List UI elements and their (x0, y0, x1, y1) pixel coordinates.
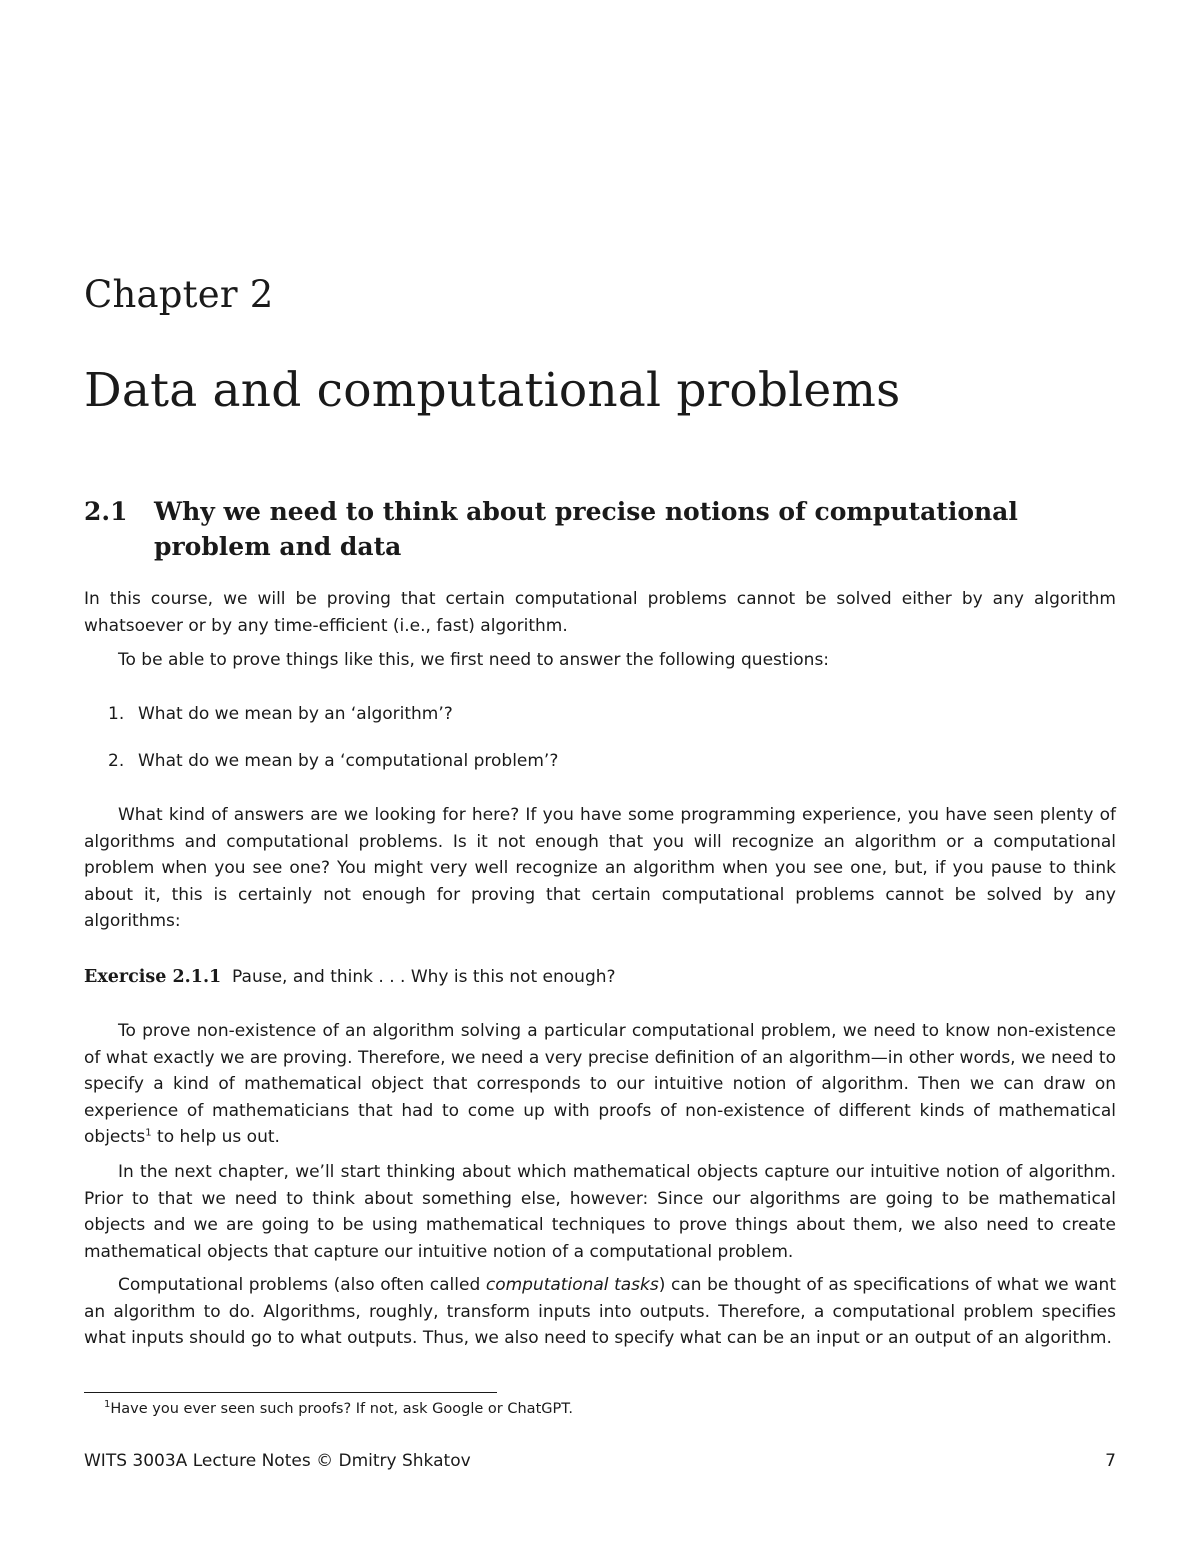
list-item (108, 701, 453, 727)
section-number: 2.1 (84, 497, 128, 526)
list-number: 2. (108, 751, 125, 771)
footer-credit: WITS 3003A Lecture Notes © Dmitry Shkatov (84, 1451, 471, 1471)
paragraph-computational-problems (84, 1272, 1116, 1352)
footnote-text: Have you ever seen such proofs? If not, ask Google or ChatGPT. (110, 1401, 573, 1417)
list-number: 1. (108, 704, 125, 724)
paragraph-4-tail: to help us out. (151, 1127, 280, 1148)
chapter-title: Data and computational problems (84, 363, 901, 418)
paragraph-1: In this course, we will be proving that certain computational problems cannot be solved either by any algorithm whatsoever or by any time-efficient (i.e., fast) algorithm. (84, 589, 1116, 636)
paragraph-intro (84, 586, 1116, 639)
list-text: What do we mean by a ‘computational problem’? (138, 751, 559, 771)
emphasis-term: computational tasks (485, 1275, 659, 1295)
section-title: Why we need to think about precise notions of computational problem and data (154, 497, 1018, 561)
paragraph-answers (84, 802, 1116, 935)
paragraph-6-rest: ) can be thought of as specifications of what we want an algorithm to do. Algorithms, roughly, transform inputs into outputs. Therefore, a computational problem specifies what inputs should go to what outputs. Thus, we also need to specify what can be an input or an output of an algorithm. (84, 1275, 1116, 1349)
list-text: What do we mean by an ‘algorithm’? (138, 704, 453, 724)
paragraph-4 (84, 1018, 1116, 1151)
list-item (108, 748, 558, 774)
paragraph-6 (84, 1272, 1116, 1352)
section-heading (84, 494, 1124, 564)
exercise (84, 964, 616, 990)
paragraph-5: In the next chapter, we’ll start thinking about which mathematical objects capture our intuitive notion of algorithm. Prior to that we need to think about something else, however: Since our algorithms are going to be mathematical objects and we are going to be using mathematical techniques to prove things about them, we also need to create mathematical objects that capture our intuitive notion of a computational problem. (84, 1162, 1116, 1262)
chapter-label: Chapter 2 (84, 273, 274, 316)
footnote-divider (84, 1392, 497, 1393)
paragraph-nonexistence (84, 1018, 1116, 1151)
paragraph-3: What kind of answers are we looking for here? If you have some programming experience, you have seen plenty of algorithms and computational problems. Is it not enough that you will recognize an algorithm or a computational problem when you see one? You might very well recognize an algorithm when you see one, but, if you pause to think about it, this is certainly not enough for proving that certain computational problems cannot be solved by any algorithms: (84, 805, 1116, 932)
footnote-mark: 1 (104, 1399, 111, 1411)
footnote (104, 1399, 573, 1419)
exercise-text: Pause, and think . . . Why is this not enough? (232, 967, 616, 987)
page-number: 7 (1105, 1451, 1116, 1471)
exercise-label: Exercise 2.1.1 (84, 967, 222, 987)
paragraph-2: To be able to prove things like this, we first need to answer the following questions: (118, 650, 830, 670)
paragraph-next-chapter (84, 1159, 1116, 1265)
paragraph-6-start: Computational problems (also often called (118, 1275, 486, 1295)
paragraph-4-text: To prove non-existence of an algorithm solving a particular computational problem, we need to know non-existence of what exactly we are proving. Therefore, we need a very precise definition of an algorithm—in other words, we need to specify a kind of mathematical object that corresponds to our intuitive notion of algorithm. Then we can draw on experience of mathematicians that had to come up with proofs of non-existence of different kinds of mathematical objects (84, 1021, 1116, 1148)
paragraph-questions-intro (84, 647, 1116, 674)
footnote-reference: 1 (145, 1127, 152, 1139)
